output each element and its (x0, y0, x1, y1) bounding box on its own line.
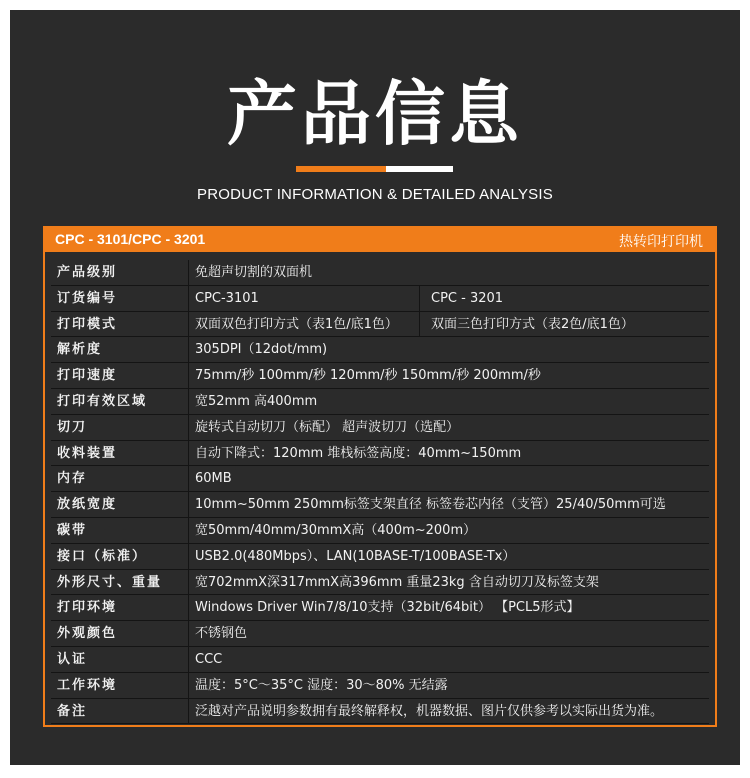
row-value-2: CPC - 3201 (431, 290, 504, 306)
row-value: 宽52mm 高400mm (195, 393, 318, 409)
title-underline-white (386, 166, 453, 172)
row-value: 免超声切割的双面机 (195, 265, 313, 280)
row-label: 打印有效区域 (51, 389, 189, 414)
row-value: 75mm/秒 100mm/秒 120mm/秒 150mm/秒 200mm/秒 (195, 368, 541, 384)
row-label: 工作环境 (51, 673, 189, 698)
table-row (51, 312, 709, 338)
row-value: 宽702mmX深317mmX高396mm 重量23kg 含自动切刀及标签支架 (195, 574, 599, 590)
row-value: 温度：5°C～35°C 湿度：30～80% 无结露 (195, 677, 448, 693)
table-row (51, 647, 709, 673)
row-label: 产品级别 (51, 260, 189, 285)
row-value: CPC-3101 (189, 286, 420, 311)
row-value: 自动下降式：120mm 堆栈标签高度：40mm~150mm (195, 445, 522, 461)
row-label: 外形尺寸、重量 (51, 570, 189, 595)
row-label: 切刀 (51, 415, 189, 440)
row-label: 打印模式 (51, 312, 189, 337)
product-type: 热转印打印机 (619, 234, 703, 250)
row-value: 60MB (195, 471, 232, 487)
row-label: 打印速度 (51, 363, 189, 388)
row-value: 不锈钢色 (195, 626, 248, 642)
table-row (51, 389, 709, 415)
row-value-2: 双面三色打印方式（表2色/底1色） (431, 316, 634, 332)
model-name: CPC - 3101/CPC - 3201 (55, 231, 206, 247)
table-row (51, 518, 709, 544)
table-row (51, 441, 709, 467)
row-value: 双面双色打印方式（表1色/底1色） (189, 312, 420, 337)
page-subtitle: PRODUCT INFORMATION & DETAILED ANALYSIS (197, 186, 553, 203)
table-row (51, 260, 709, 286)
row-label: 碳带 (51, 518, 189, 543)
row-value: USB2.0(480Mbps）、LAN(10BASE-T/100BASE-Tx） (195, 548, 516, 564)
row-value: CCC (195, 651, 223, 667)
row-value: 旋转式自动切刀（标配） 超声波切刀（选配） (195, 419, 460, 435)
row-value: Windows Driver Win7/8/10支持（32bit/64bit） 【PCL5形式】 (195, 600, 580, 616)
table-row (51, 570, 709, 596)
table-row (51, 673, 709, 699)
table-row (51, 337, 709, 363)
row-value: 宽50mm/40mm/30mmX高（400m~200m） (195, 522, 477, 538)
row-value: 305DPI（12dot/mm) (195, 342, 328, 358)
table-row (51, 286, 709, 312)
row-label: 解析度 (51, 337, 189, 362)
row-label: 备注 (51, 699, 189, 724)
table-row (51, 621, 709, 647)
table-row (51, 466, 709, 492)
row-label: 内存 (51, 466, 189, 491)
row-value: 10mm~50mm 250mm标签支架直径 标签卷芯内径（支管）25/40/50mm可选 (195, 497, 666, 513)
title-underline-accent (296, 166, 386, 172)
table-row (51, 492, 709, 518)
page-title: 产品信息 (227, 73, 523, 155)
row-label: 外观颜色 (51, 621, 189, 646)
row-label: 放纸宽度 (51, 492, 189, 517)
spec-table-header (45, 228, 715, 252)
table-row (51, 699, 709, 725)
spec-table (43, 226, 717, 727)
row-label: 打印环境 (51, 595, 189, 620)
row-value: 泛越对产品说明参数拥有最终解释权，机器数据、图片仅供参考以实际出货为准。 (195, 703, 664, 719)
row-label: 订货编号 (51, 286, 189, 311)
table-row (51, 595, 709, 621)
row-label: 认证 (51, 647, 189, 672)
table-row (51, 415, 709, 441)
row-label: 接口（标准） (51, 544, 189, 569)
spec-rows (51, 260, 709, 724)
table-row (51, 544, 709, 570)
table-row (51, 363, 709, 389)
row-label: 收料装置 (51, 441, 189, 466)
